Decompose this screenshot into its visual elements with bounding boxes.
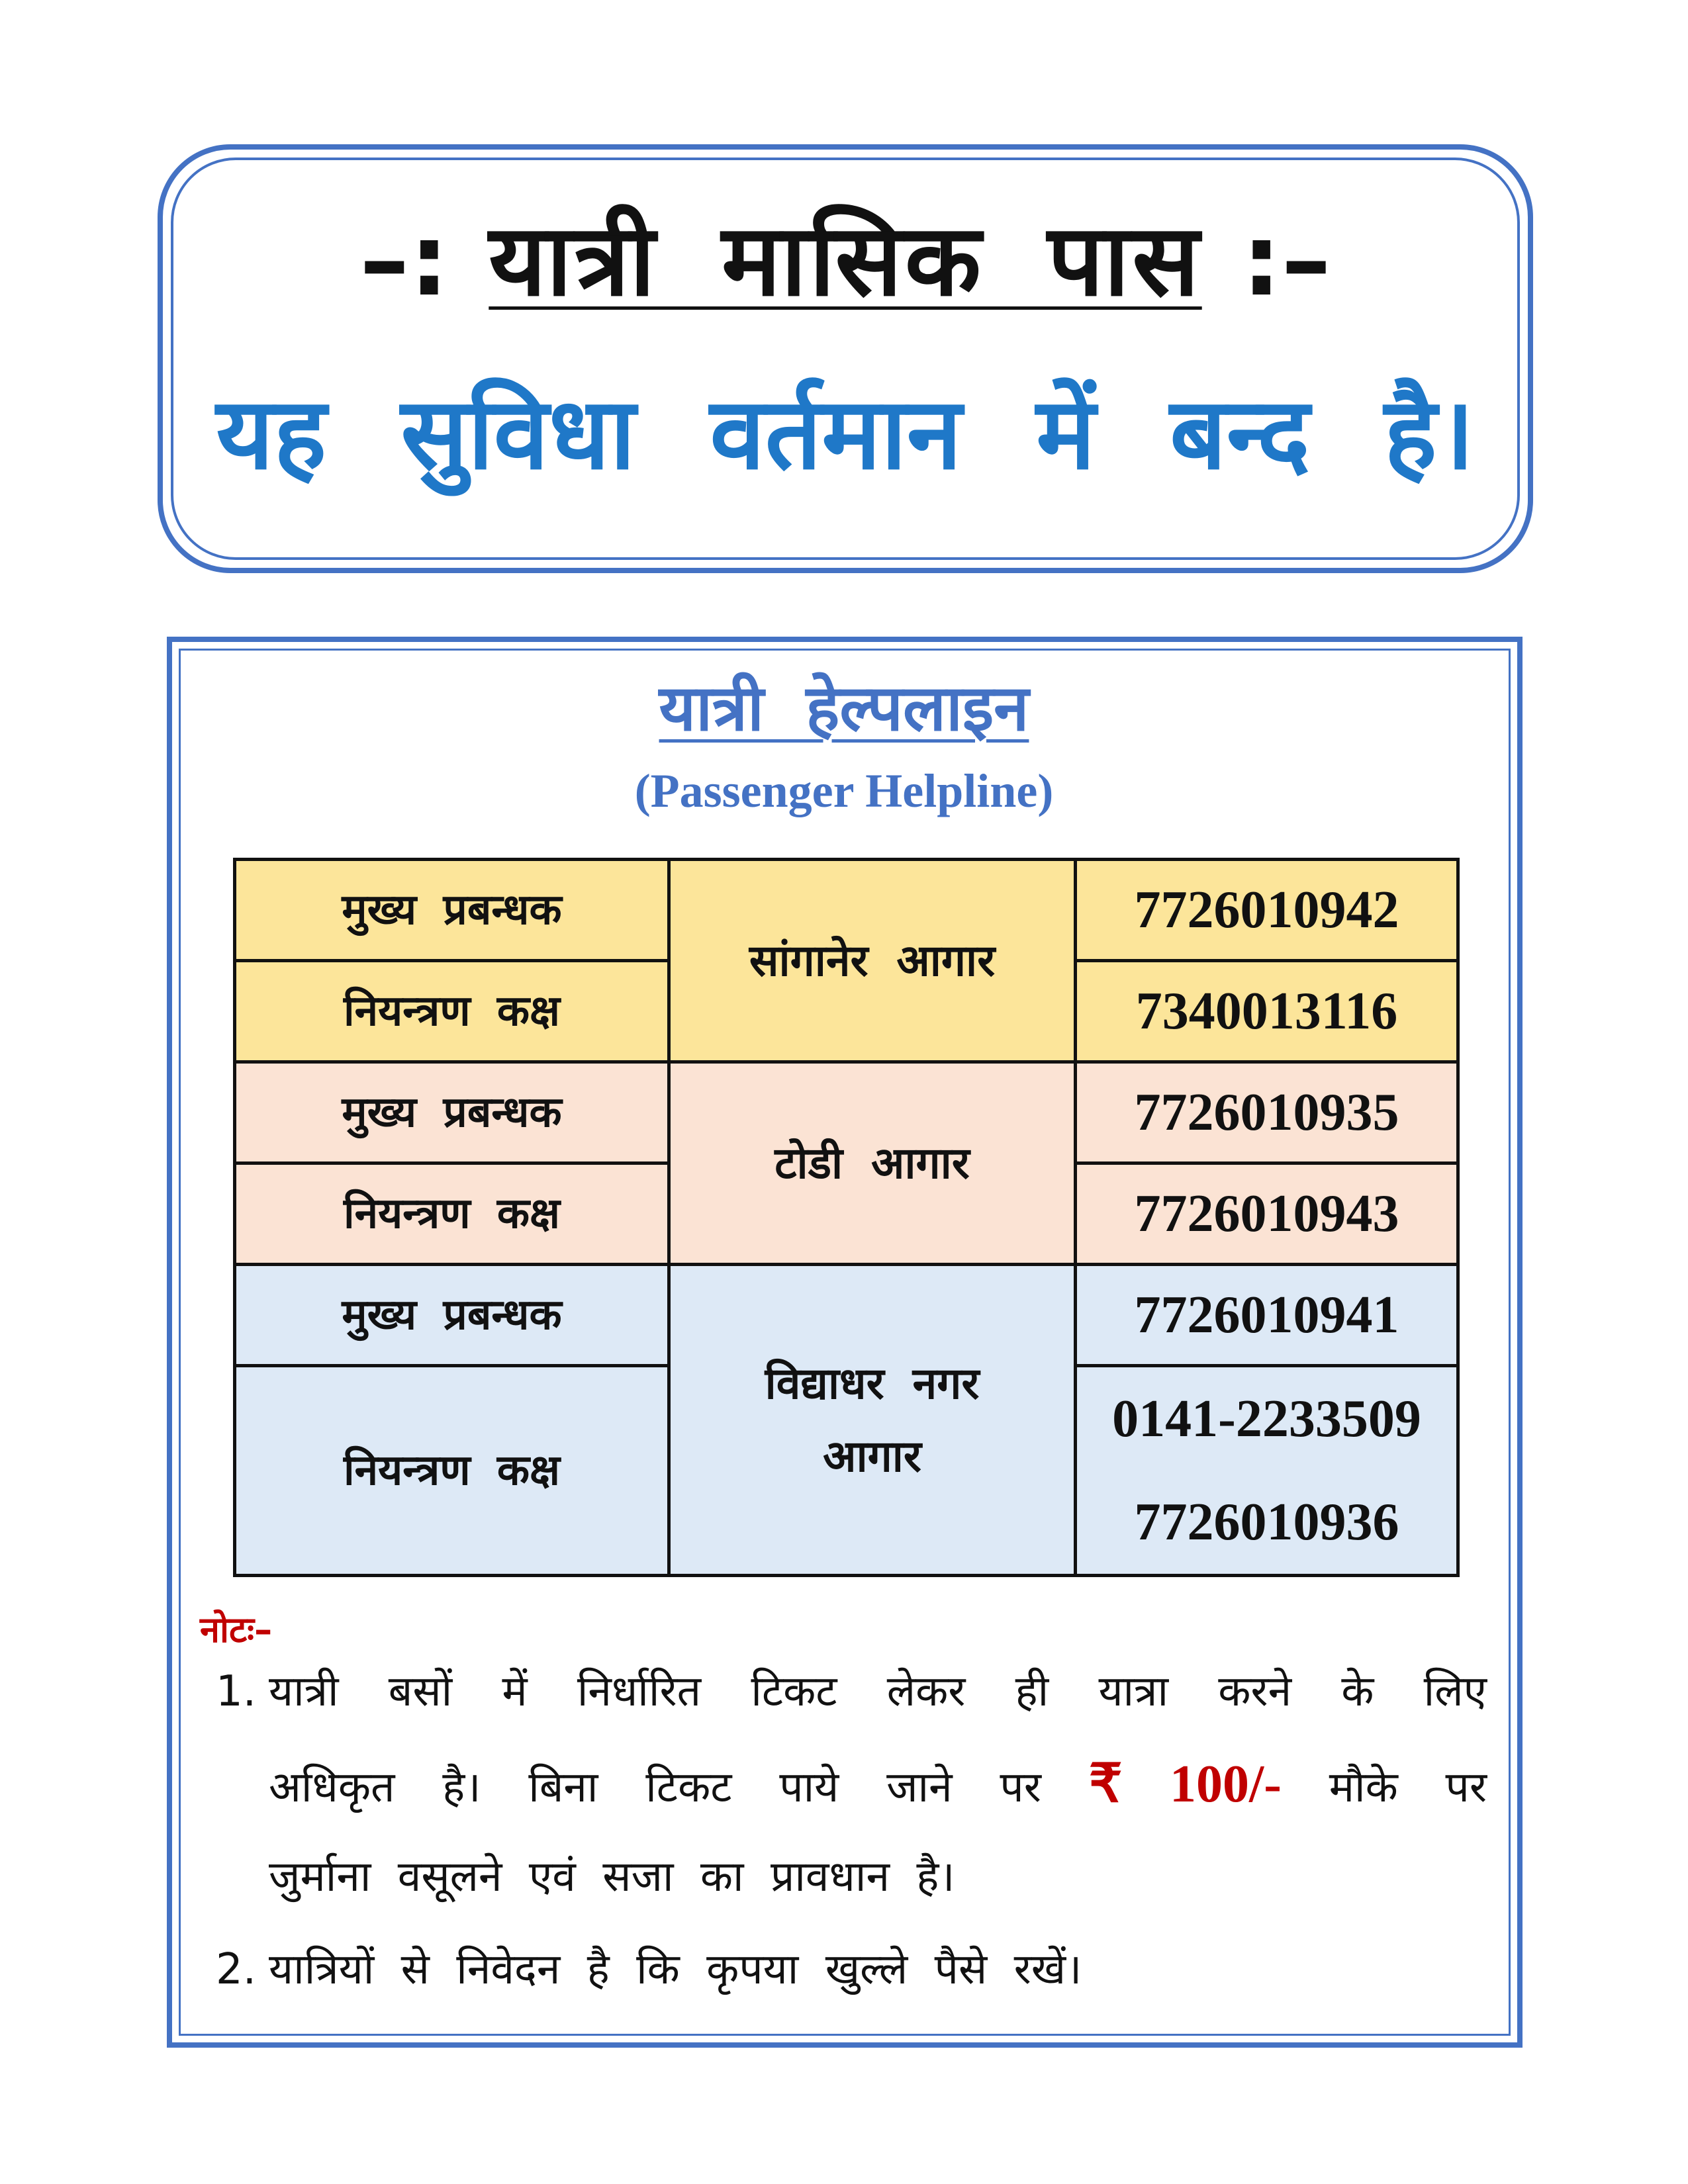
role-label: मुख्य प्रबन्धक [235, 1062, 669, 1163]
role-label: नियन्त्रण कक्ष [235, 1366, 669, 1576]
note-item-1-line3 [216, 1831, 1487, 1923]
depot-name-line2: आगार [823, 1430, 921, 1482]
note-item-2 [216, 1923, 1487, 2016]
table-row [235, 1265, 1458, 1366]
depot-name: सांगानेर आगार [669, 860, 1076, 1062]
role-label: मुख्य प्रबन्धक [235, 860, 669, 961]
depot-name: टोडी आगार [669, 1062, 1076, 1265]
banner-left-mark: –: [359, 203, 449, 318]
service-status: यह सुविधा वर्तमान में बन्द है। [216, 377, 1475, 492]
note-number: 1. [216, 1667, 257, 1716]
monthly-pass-banner [158, 144, 1533, 573]
note-text: यात्रियों से निवेदन है कि कृपया खुल्ले पैसे रखें। [269, 1945, 1082, 1994]
helpline-subtitle: (Passenger Helpline) [634, 764, 1054, 817]
phone-number: 7726010941 [1076, 1265, 1458, 1366]
table-row [235, 860, 1458, 961]
note-item-1-line1 [216, 1645, 1487, 1738]
phone-number: 7726010936 [1134, 1493, 1399, 1551]
note-item-1-line2 [216, 1738, 1487, 1831]
helpline-table [233, 858, 1460, 1577]
phone-number: 7340013116 [1076, 961, 1458, 1062]
role-label: नियन्त्रण कक्ष [235, 961, 669, 1062]
phone-number: 7726010942 [1076, 860, 1458, 961]
role-label: नियन्त्रण कक्ष [235, 1163, 669, 1265]
table-row [235, 1062, 1458, 1163]
note-text: यात्री बसों में निर्धारित टिकट लेकर ही यात्रा करने के लिए [269, 1667, 1487, 1716]
note-label: नोटः– [200, 1609, 273, 1651]
helpline-title: यात्री हेल्पलाइन [659, 671, 1029, 745]
depot-name-line1: विद्याधर नगर [765, 1357, 980, 1409]
pass-title: यात्री मासिक पास [489, 203, 1202, 318]
phone-number-group [1076, 1366, 1458, 1576]
banner-right-mark: :– [1241, 203, 1331, 318]
fine-amount: ₹ 100/- [1088, 1755, 1282, 1813]
phone-number: 0141-2233509 [1112, 1390, 1421, 1448]
phone-number: 7726010935 [1076, 1062, 1458, 1163]
note-number: 2. [216, 1945, 257, 1994]
phone-number: 7726010943 [1076, 1163, 1458, 1265]
banner-title [163, 201, 1528, 320]
note-text: अधिकृत है। बिना टिकट पाये जाने पर ₹ 100/- मौके पर [269, 1755, 1487, 1813]
role-label: मुख्य प्रबन्धक [235, 1265, 669, 1366]
note-text: जुर्माना वसूलने एवं सजा का प्रावधान है। [269, 1852, 955, 1901]
depot-name [669, 1265, 1076, 1576]
